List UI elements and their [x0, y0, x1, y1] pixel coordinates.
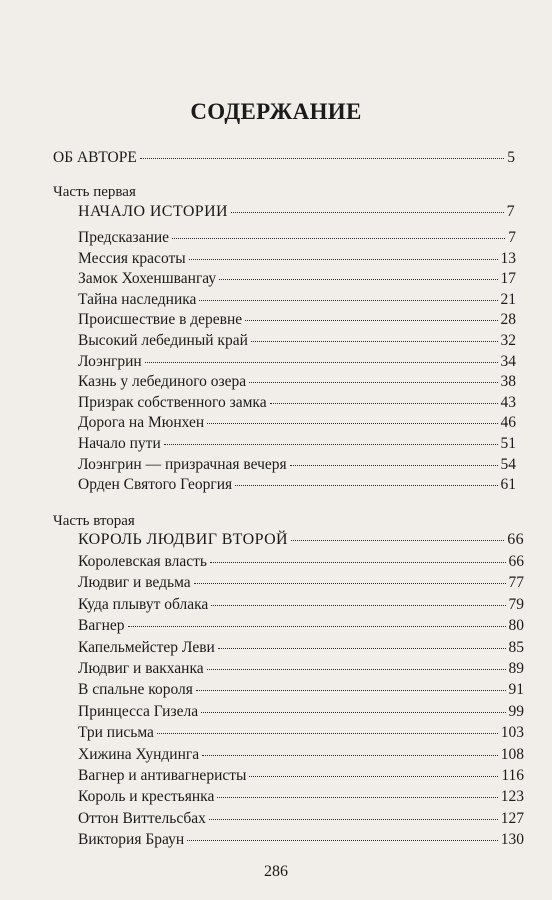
dot-leader [270, 403, 498, 404]
toc-entry-page: 7 [508, 229, 516, 246]
dot-leader [218, 648, 506, 649]
toc-entry-label: Предсказание [78, 229, 170, 246]
toc-entry-label: Капельмейстер Леви [78, 638, 215, 656]
toc-entry [78, 680, 524, 700]
toc-entry [78, 475, 516, 495]
toc-entry-label: Королевская власть [78, 553, 207, 570]
dot-leader [235, 485, 497, 486]
dot-leader [189, 259, 498, 260]
dot-leader [251, 341, 498, 342]
toc-entry-page: 38 [500, 373, 516, 391]
toc-entry-label: Куда плывут облака [78, 595, 209, 613]
toc-entry [78, 269, 516, 289]
dot-leader [211, 605, 505, 606]
toc-entry [78, 249, 516, 269]
toc-entry [78, 455, 516, 475]
toc-entry-label: Вагнер и антивагнеристы [78, 767, 247, 784]
toc-entry [78, 573, 524, 593]
toc-entry [78, 595, 524, 615]
toc-entry-page: 13 [500, 249, 516, 267]
toc-entry-label: Людвиг и вакханка [78, 660, 204, 677]
toc-entry [78, 331, 516, 351]
page-number: 286 [264, 863, 288, 880]
toc-entry-page: 123 [500, 788, 524, 806]
dot-leader [249, 776, 498, 777]
toc-entry-page: 43 [500, 393, 516, 411]
dot-leader [157, 733, 498, 734]
toc-entry-page: 77 [508, 574, 524, 592]
toc-entry [78, 616, 524, 636]
toc-entry-page: 32 [500, 332, 516, 349]
toc-entry-page: 54 [500, 455, 516, 473]
dot-leader [245, 320, 497, 321]
toc-entry [78, 310, 516, 330]
toc-entry [78, 372, 516, 392]
toc-entry-page: 99 [508, 702, 524, 720]
dot-leader [207, 423, 497, 424]
toc-entry-page: 34 [500, 352, 516, 370]
toc-entry-page: 89 [508, 660, 524, 677]
toc-entry-page: 21 [500, 290, 516, 308]
dot-leader [194, 583, 506, 584]
toc-entry [78, 830, 524, 850]
dot-leader [202, 755, 498, 756]
dot-leader [209, 819, 498, 820]
toc-entry-label: Казнь у лебединого озера [78, 373, 247, 391]
toc-entry-page: 17 [500, 270, 516, 288]
toc-entry-label: Вагнер [78, 617, 125, 635]
toc-entry [78, 552, 524, 572]
toc-entry [78, 659, 524, 679]
toc-entry [78, 809, 524, 829]
toc-entry-page: 66 [508, 553, 524, 570]
toc-entry [78, 413, 516, 433]
dot-leader [164, 444, 498, 445]
dot-leader [249, 382, 497, 383]
dot-leader [145, 362, 498, 363]
toc-entry-label: Хижина Хундинга [78, 745, 200, 763]
toc-entry-page: 28 [500, 311, 516, 329]
dot-leader [210, 562, 506, 563]
toc-entry-label: Происшествие в деревне [78, 311, 243, 329]
toc-entry-about [53, 148, 515, 168]
toc-entry [78, 766, 524, 786]
toc-entry [78, 745, 524, 765]
toc-entry-page: 103 [500, 724, 524, 742]
toc-entry-page: 61 [500, 476, 516, 494]
toc-entry-label: Оттон Виттельсбах [78, 809, 206, 827]
dot-leader [231, 212, 504, 213]
toc-entry-label: Людвиг и ведьма [78, 574, 191, 592]
toc-entry-label: Орден Святого Георгия [78, 476, 233, 494]
toc-entry-label: Три письма [78, 724, 154, 742]
dot-leader [196, 690, 506, 691]
toc-entry-label: Лоэнгрин [78, 352, 142, 370]
toc-entry-page: 130 [500, 831, 524, 849]
toc-entry-page: 46 [500, 414, 516, 432]
dot-leader [219, 279, 497, 280]
dot-leader [290, 465, 498, 466]
page-title: СОДЕРЖАНИЕ [190, 99, 362, 124]
toc-entry-label: ОБ АВТОРЕ [53, 149, 137, 166]
dot-leader [140, 158, 504, 159]
toc-entry-label: В спальне короля [78, 681, 193, 699]
dot-leader [291, 540, 504, 541]
toc-entry-label: Король и крестьянка [78, 788, 215, 806]
part-label: Часть первая [53, 184, 136, 200]
dot-leader [201, 712, 505, 713]
toc-entry-page: 51 [500, 435, 516, 452]
toc-chapter-label: НАЧАЛО ИСТОРИИ [78, 203, 228, 220]
toc-entry-page: 85 [508, 638, 524, 656]
toc-entry [78, 352, 516, 372]
toc-entry-page: 108 [500, 745, 524, 763]
toc-entry-label: Начало пути [78, 435, 161, 452]
toc-chapter [78, 202, 515, 222]
dot-leader [128, 626, 506, 627]
toc-entry-label: Тайна наследника [78, 290, 197, 308]
dot-leader [172, 238, 505, 239]
toc-entry [78, 787, 524, 807]
toc-entry-page: 127 [500, 809, 524, 827]
toc-chapter [78, 530, 524, 550]
toc-entry-label: Принцесса Гизела [78, 702, 199, 720]
toc-entry-label: Лоэнгрин — призрачная вечеря [78, 455, 287, 473]
toc-entry [78, 723, 524, 743]
dot-leader [187, 840, 498, 841]
toc-entry-page: 79 [508, 595, 524, 613]
toc-entry-page: 91 [508, 681, 524, 699]
toc-entry [78, 702, 524, 722]
toc-entry [78, 638, 524, 658]
toc-entry [78, 393, 516, 413]
part-label: Часть вторая [53, 513, 135, 529]
toc-entry-label: Высокий лебединый край [78, 332, 248, 349]
dot-leader [207, 669, 506, 670]
toc-entry-label: Дорога на Мюнхен [78, 414, 205, 432]
toc-entry-label: Призрак собственного замка [78, 393, 267, 411]
toc-chapter-page: 66 [507, 531, 524, 548]
toc-entry-page: 80 [508, 617, 524, 635]
toc-entry [78, 434, 516, 454]
toc-entry-label: Виктория Браун [78, 831, 185, 849]
toc-entry-label: Замок Хохеншвангау [78, 270, 217, 288]
toc-entry-label: Мессия красоты [78, 249, 186, 267]
dot-leader [217, 797, 497, 798]
toc-chapter-page: 7 [506, 203, 515, 220]
toc-entry-page: 116 [501, 767, 524, 784]
toc-entry [78, 228, 516, 248]
toc-chapter-label: КОРОЛЬ ЛЮДВИГ ВТОРОЙ [78, 531, 288, 548]
dot-leader [199, 300, 497, 301]
toc-entry-page: 5 [507, 149, 515, 166]
toc-entry [78, 290, 516, 310]
